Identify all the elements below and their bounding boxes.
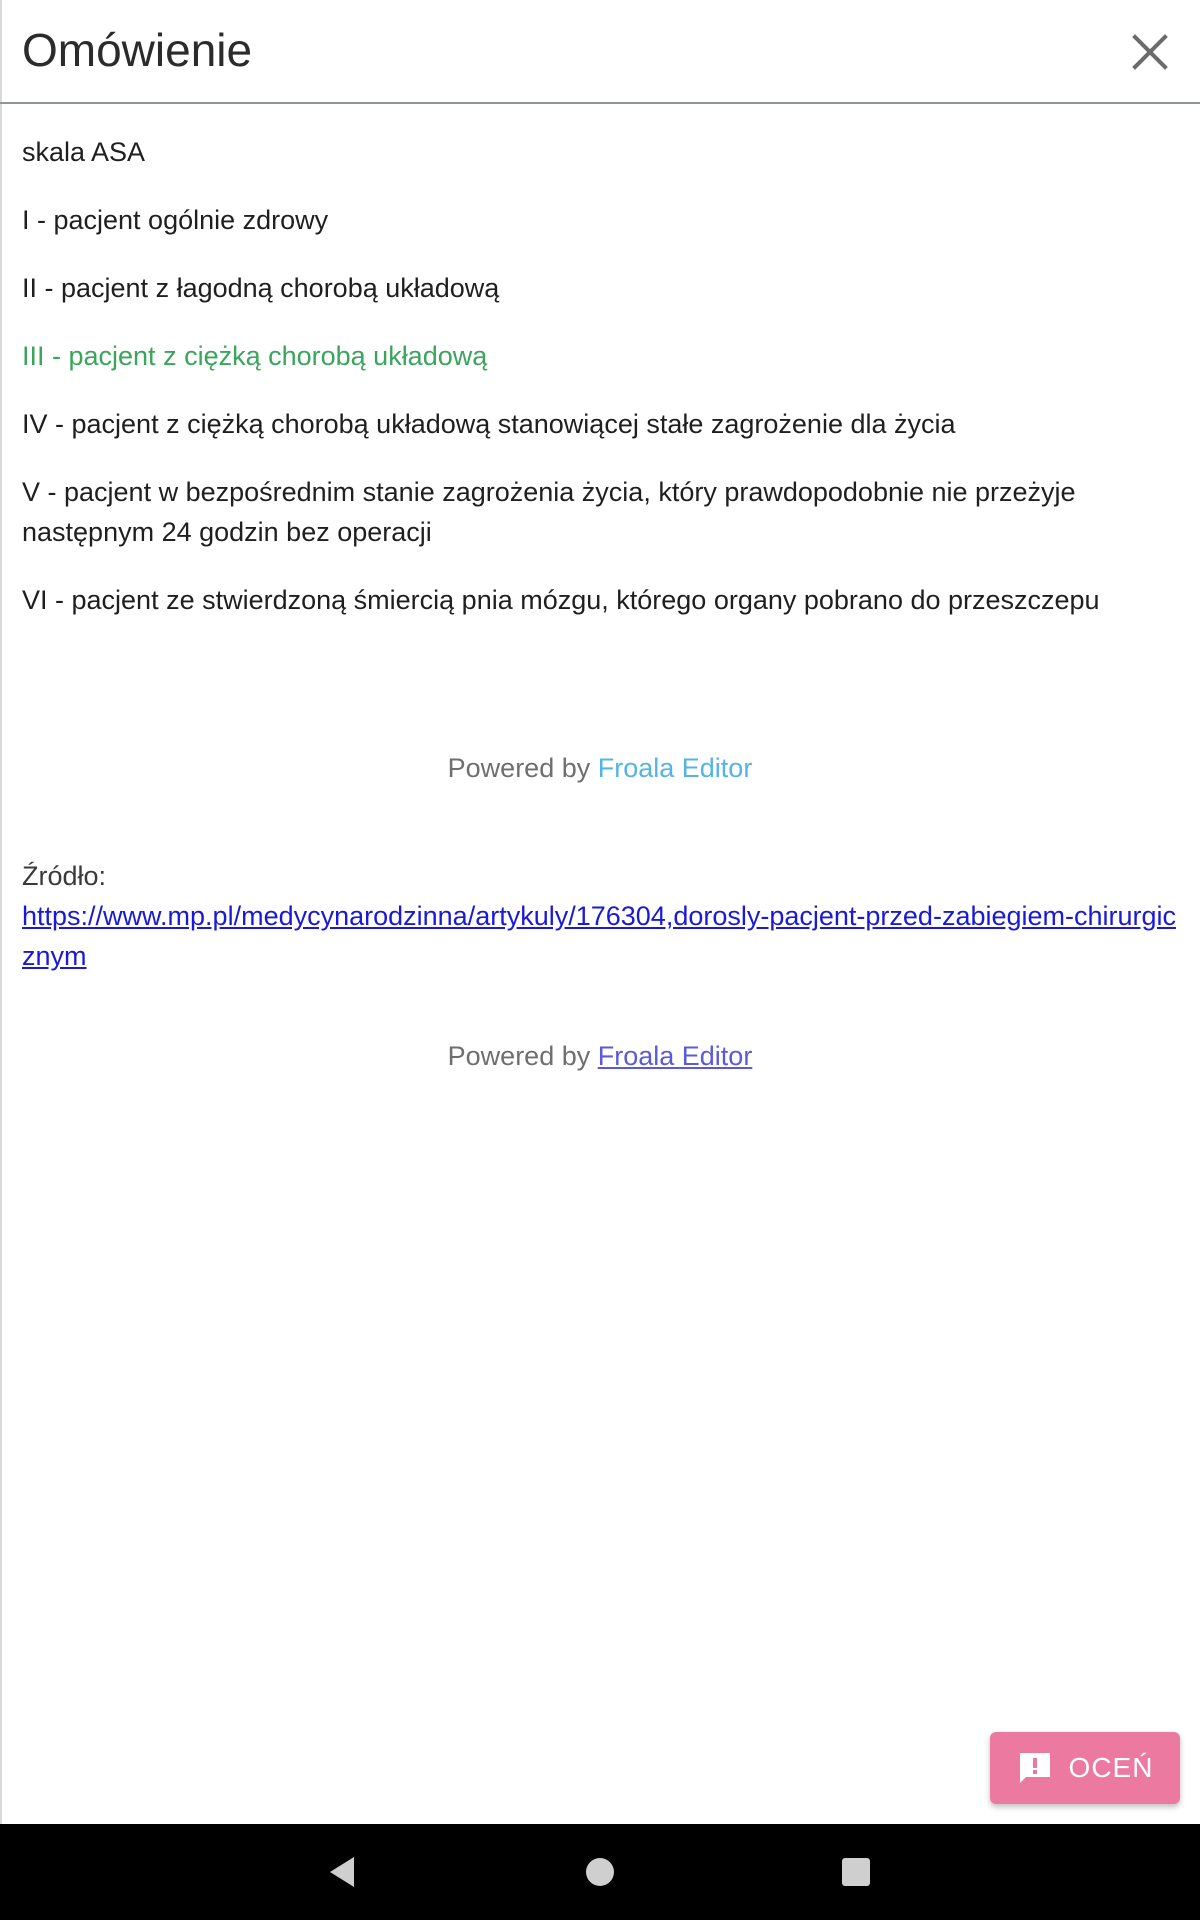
back-triangle-icon [324,1854,360,1890]
dialog-header [0,0,1200,104]
rate-button-label: OCEŃ [1068,1752,1154,1783]
close-button[interactable] [1126,28,1174,76]
asa-class-3-highlighted: III - pacjent z ciężką chorobą układową [22,341,488,371]
powered-by-froala-2 [22,1036,1178,1076]
left-edge-divider [0,0,2,1824]
nav-recents-button[interactable] [830,1846,882,1898]
source-label: Źródło: [22,861,107,891]
recents-square-icon [838,1854,874,1890]
powered-by-froala-1 [22,748,1178,788]
froala-editor-link[interactable]: Froala Editor [597,1041,753,1071]
asa-class-6: VI - pacjent ze stwierdzoną śmiercią pnia mózgu, którego organy pobrano do przeszczepu [22,585,1100,615]
home-circle-icon [582,1854,618,1890]
powered-by-prefix: Powered by [447,753,598,783]
feedback-icon [1017,1750,1053,1786]
nav-home-button[interactable] [574,1846,626,1898]
asa-class-1: I - pacjent ogólnie zdrowy [22,205,329,235]
asa-heading: skala ASA [22,137,146,167]
asa-class-4: IV - pacjent z ciężką chorobą układową stanowiącej stałe zagrożenie dla życia [22,409,956,439]
rate-button[interactable] [990,1732,1180,1804]
nav-back-button[interactable] [316,1846,368,1898]
asa-class-5: V - pacjent w bezpośrednim stanie zagrożenia życia, który prawdopodobnie nie przeżyje następnym 24 godzin bez operacji [22,477,1076,547]
close-icon [1126,28,1174,76]
froala-editor-link[interactable]: Froala Editor [597,753,753,783]
page-title: Omówienie [22,24,253,76]
source-url-link[interactable]: https://www.mp.pl/medycynarodzinna/artykuly/176304,dorosly-pacjent-przed-zabiegiem-chirurgicznym [22,901,1177,971]
asa-class-2: II - pacjent z łagodną chorobą układową [22,273,500,303]
powered-by-prefix: Powered by [447,1041,598,1071]
android-navigation-bar [0,1824,1200,1920]
